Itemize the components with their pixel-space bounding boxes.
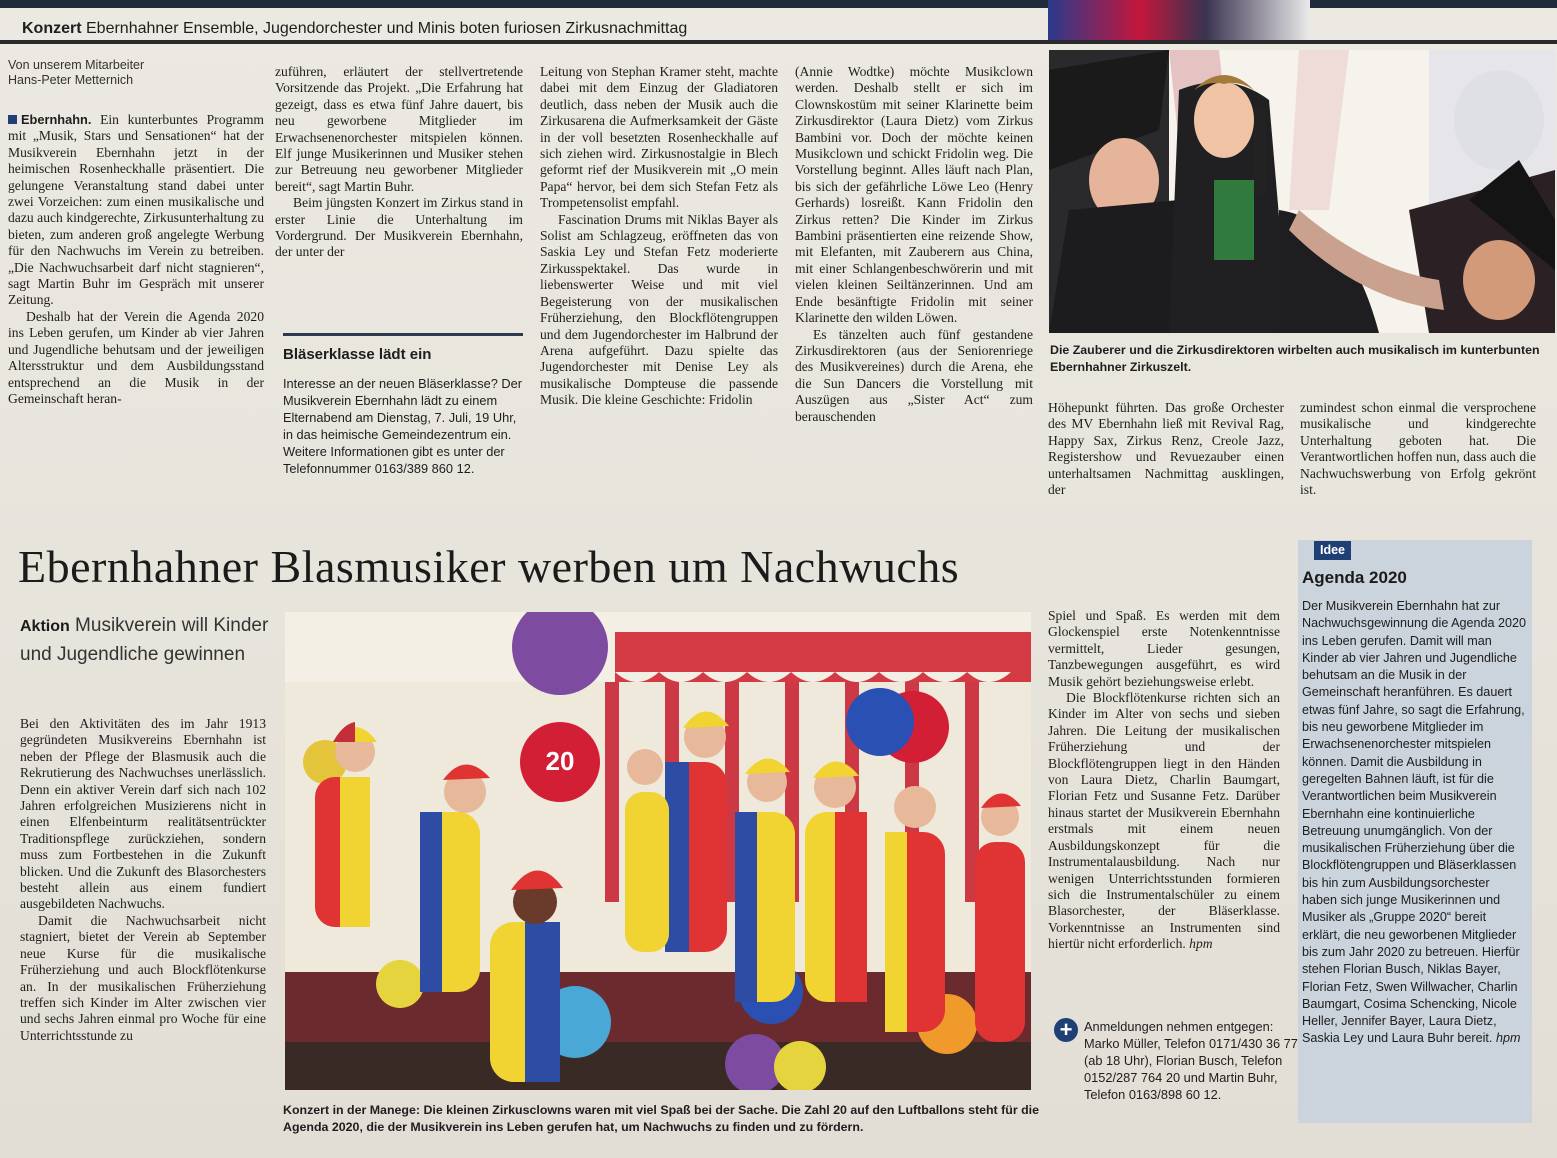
section-marker-icon bbox=[8, 115, 17, 124]
paragraph-text: Die Blockflötenkurse richten sich an Kinder im Alter von sechs und sieben Jahren. Die Leitung der musikalischen Früherziehung und der Blockflötengruppen liegt in den Händen von Laura Dietz, Charlin Baumgart, Florian Fetz und Susanne Fetz. Darüber hinaus startet der Musikverein Ebernhahn erstmals mit einem neuen Ausbildungskonzept für die Instrumentalausbildung. Nach nur wenigen Unterrichtsstunden formieren sich die Instrumentalschüler zu einem Blasorchester, der Bläserklasse. Vorkenntnisse an Instrumenten sind hiertür nicht erforderlich. bbox=[1048, 690, 1280, 952]
article-kicker-line bbox=[22, 20, 687, 38]
balloon-number-label: 20 bbox=[545, 746, 575, 776]
paragraph: Es tänzelten auch fünf gestandene Zirkusdirektoren (aus der Seniorenriege des Musikvereines) durch die Arena, ehe die Sun Dancers die Vorstellung mit Auszügen aus „Sister Act“ zum berauschenden bbox=[795, 326, 1033, 424]
paragraph: Beim jüngsten Konzert im Zirkus stand in erster Linie die Unterhaltung im Vordergrund. Der Musikverein Ebernhahn, der unter der bbox=[275, 195, 523, 260]
plus-icon: + bbox=[1054, 1018, 1078, 1042]
article1-column-5 bbox=[1048, 400, 1284, 498]
info-box-tag: Idee bbox=[1314, 541, 1351, 560]
paragraph: Höhepunkt führten. Das große Orchester des MV Ebernhahn ließ mit Revival Rag, Happy Sax, Zirkus Renz, Creole Jazz, Registershow und Revuezauber einen unterhaltsamen Nachmittag ausklingen, der bbox=[1048, 400, 1284, 498]
photo-magicians-image bbox=[1049, 50, 1555, 333]
deck-label: Aktion bbox=[20, 618, 70, 635]
sidebar-title: Bläserklasse lädt ein bbox=[283, 346, 432, 363]
byline bbox=[8, 58, 144, 88]
photo-clowns-image bbox=[285, 612, 1031, 1090]
sidebar-rule bbox=[283, 333, 523, 336]
article1-column-2 bbox=[275, 64, 523, 261]
kicker-label: Konzert bbox=[22, 20, 82, 37]
paragraph: Bei den Aktivitäten des im Jahr 1913 gegründeten Musikvereins Ebernhahn ist neben der Pflege der Blasmusik auch die Rekrutierung des Nachwuchses unerlässlich. Denn ein aktiver Verein darf sich nach 102 Jahren erfolgreichen Musizierens nicht in einen Elfenbeinturm realitätsentrückter Traditionspflege zurückziehen, sondern muss zum Fortbestehen in die Zukunft blicken. Und die Zukunft des Blasorchesters besteht allein aus einem fundiert ausgebildeten Nachwuchs. bbox=[20, 716, 266, 912]
info-box-body: Der Musikverein Ebernhahn hat zur Nachwuchsgewinnung die Agenda 2020 ins Leben gerufen. Damit will man Kinder ab vier Jahren und Jugendliche behutsam an die Musik in der Gemeinschaft heranführen. Es dauert etwas fünf Jahre, so sagt die Erfahrung, bis neu geworbene Mitglieder im Erwachsenenorchester mitspielen können. Damit die Ausbildung in geregelten Bahnen läuft, ist für die Verantwortlichen beim Musikverein Ebernhahn eine kontinuierliche Betreuung unumgänglich. Von der musikalischen Früherziehung über die Blockflötengruppen und Bläserklassen bis hin zum Ausbildungsorchester haben sich junge Musikerinnen und Musiker als „Gruppe 2020“ bereit erklärt, die neu geworbenen Mitglieder bis zum Jahr 2020 zu betreuen. Hierfür stehen Florian Busch, Niklas Bayer, Florian Fetz, Swen Willwacher, Charlin Baumgart, Cosima Schencking, Nicole Heller, Jennifer Bayer, Laura Dietz, Saskia Ley und Laura Buhr bereit. bbox=[1302, 599, 1527, 1046]
article1-column-3 bbox=[540, 64, 778, 409]
article2-headline: Ebernhahner Blasmusiker werben um Nachwuchs bbox=[18, 541, 960, 592]
article2-column-1 bbox=[20, 716, 266, 1044]
paragraph: (Annie Wodtke) möchte Musikclown werden. Deshalb stellt er sich im Clownskostüm mit seiner Klarinette beim Zirkusdirektor (Laura Dietz) vom Zirkus Bambini vor. Doch der möchte keinen Musikclown und schickt Fridolin weg. Die Vorstellung beginnt. Alles läuft nach Plan, bis sich der gefährliche Löwe Leo (Henry Gerhards) losreißt. Kann Fridolin den Zirkus retten? Die Kinder im Zirkus Bambini präsentierten eine reizende Show, mit Elefanten, mit Zauberern aus China, mit einer Schlangenbeschwörerin und mit vielen kleinen Seiltänzerinnen. Und am Ende besänftigte Fridolin mit seiner Klarinette den wilden Löwen. bbox=[795, 64, 1033, 326]
paragraph-text: Ein kunterbuntes Programm mit „Musik, Stars und Sensationen“ hat der Musikverein Ebernhahn jetzt in der heimischen Rosenheckhalle präsentiert. Die gelungene Veranstaltung stand dabei unter zwei Vorzeichen: zum einen musikalische und dazu auch kindgerechte, Zirkusunterhaltung zu bieten, zum anderen groß angelegte Werbung für den Nachwuchs im Verein zu betreiben. „Die Nachwuchsarbeit darf nicht stagnieren“, sagt Martin Buhr im Gespräch mit unserer Zeitung. bbox=[8, 112, 264, 308]
byline-line1: Von unserem Mitarbeiter bbox=[8, 58, 145, 72]
paragraph bbox=[8, 112, 264, 309]
article1-column-4 bbox=[795, 64, 1033, 425]
article2-column-2 bbox=[1048, 608, 1280, 953]
article1-column-6 bbox=[1300, 400, 1536, 498]
registration-contact: Anmeldungen nehmen entgegen: Marko Müller, Telefon 0171/430 36 77 (ab 18 Uhr), Florian Busch, Telefon 0152/287 764 20 und Martin Buhr, Telefon 0163/898 60 12. bbox=[1084, 1019, 1298, 1102]
article1-column-1 bbox=[8, 112, 264, 407]
article2-deck bbox=[20, 612, 270, 669]
paragraph bbox=[1048, 690, 1280, 953]
top-rule bbox=[0, 40, 1557, 44]
author-signature: hpm bbox=[1189, 936, 1213, 952]
kicker-text: Ebernhahner Ensemble, Jugendorchester und Minis boten furiosen Zirkusnachmittag bbox=[81, 20, 688, 37]
paragraph: Spiel und Spaß. Es werden mit dem Glockenspiel erste Notenkenntnisse vermittelt, Lieder gesungen, Tanzbewegungen ausgeführt, es wird Musik gehört beziehungsweise erlebt. bbox=[1048, 608, 1280, 689]
photo-clowns-caption: Konzert in der Manege: Die kleinen Zirkusclowns waren mit viel Spaß bei der Sache. Die Zahl 20 auf den Luftballons steht für die Agenda 2020, die der Musikverein ins Leben gerufen hat, um Nachwuchs zu finden und zu fördern. bbox=[283, 1103, 1039, 1134]
paragraph: Fascination Drums mit Niklas Bayer als Solist am Schlagzeug, eröffneten das von Saskia Ley und Stefan Fetz moderierte Zirkusspektakel. Das wurde in liebenswerter Weise und mit viel Begeisterung von der musikalischen Früherziehung, den Blockflötengruppen und dem Jugendorchester im Halbrund der Arena aufgeführt. Dazu spielte das Jugendorchester mit Denise Ley als musikalische Dompteuse die passende Musik. Die kleine Geschichte: Fridolin bbox=[540, 211, 778, 408]
photo-magicians bbox=[1049, 50, 1555, 333]
info-box-signature: hpm bbox=[1495, 1031, 1521, 1046]
photo-magicians-caption: Die Zauberer und die Zirkusdirektoren wirbelten auch musikalisch im kunterbunten Ebernhahner Zirkuszelt. bbox=[1050, 343, 1540, 374]
paragraph: Deshalb hat der Verein die Agenda 2020 ins Leben gerufen, um Kinder ab vier Jahren und Jugendliche behutsam und der jeweiligen Altersstruktur und dem Ausbildungsstand entsprechend an die Musik in der Gemeinschaft heran- bbox=[8, 308, 264, 406]
paragraph: Damit die Nachwuchsarbeit nicht stagniert, bietet der Verein ab September neue Kurse für die musikalische Früherziehung und auch Blockflötenkurse an. In der musikalischen Früherziehung treffen sich Kinder im Alter zwischen vier und sechs Jahren einmal pro Woche für eine Unterrichtsstunde zu bbox=[20, 912, 266, 1043]
paragraph: Leitung von Stephan Kramer steht, machte dabei mit dem Einzug der Gladiatoren deutlich, dass neben der Musik auch die Zirkusarena die Aufmerksamkeit der Gäste in der voll besetzten Rosenheckhalle auf sich ziehen wird. Zirkusnostalgie in Blech geformt rief der Musikverein mit „O mein Papa“ hervor, bei dem sich Stefan Fetz als Trompetensolist empfahl. bbox=[540, 64, 778, 211]
paragraph: zumindest schon einmal die versprochene musikalische und kindgerechte Unterhaltung geboten hat. Die Verantwortlichen hoffen nun, dass auch die Nachwuchswerbung von Erfolg gekrönt ist. bbox=[1300, 400, 1536, 498]
paragraph: zuführen, erläutert der stellvertretende Vorsitzende das Projekt. „Die Erfahrung hat gezeigt, dass es etwa fünf Jahre dauert, bis neu geworbene Mitglieder im Erwachsenenorchester mitspielen können. Elf junge Musikerinnen und Musiker stehen zur Betreuung neu geworbener Mitglieder bereit“, sagt Martin Buhr. bbox=[275, 64, 523, 194]
deck-text: Musikverein will Kinder und Jugendliche gewinnen bbox=[20, 615, 269, 665]
top-edge-band bbox=[0, 0, 1557, 8]
byline-line2: Hans-Peter Metternich bbox=[8, 73, 134, 87]
photo-clowns bbox=[285, 612, 1031, 1090]
top-photo-fragment bbox=[1048, 0, 1310, 40]
sidebar-text: Interesse an der neuen Bläserklasse? Der Musikverein Ebernhahn lädt zu einem Elternabend am Dienstag, 7. Juli, 19 Uhr, in das heimische Gemeindezentrum ein. Weitere Informationen gibt es unter der Telefonnummer 0163/389 860 12. bbox=[283, 376, 523, 476]
info-box-title: Agenda 2020 bbox=[1302, 568, 1407, 587]
info-box-text bbox=[1302, 598, 1528, 1048]
dateline: Ebernhahn. bbox=[21, 112, 92, 127]
